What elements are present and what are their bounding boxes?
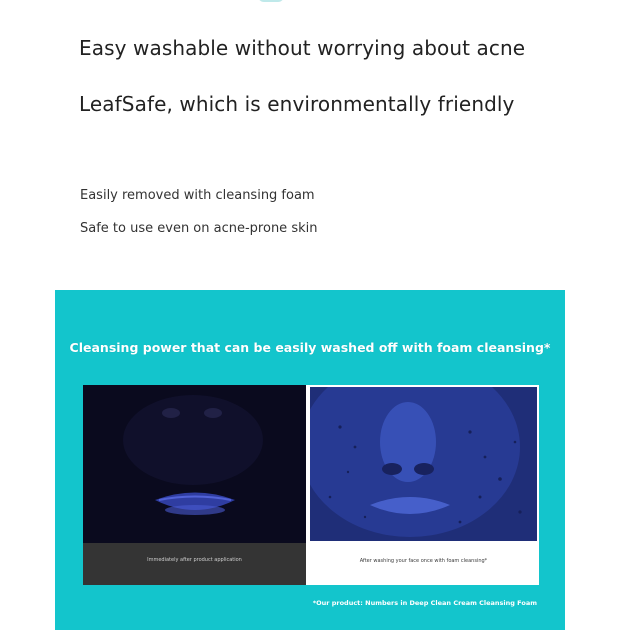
top-decorative-mark	[258, 0, 284, 2]
panel-title: Cleansing power that can be easily washed off with foam cleansing*	[69, 340, 551, 355]
comparison-photos	[83, 385, 539, 585]
headline-acne: Easy washable without worrying about acne	[79, 36, 526, 60]
feature-acne-safe: Safe to use even on acne-prone skin	[80, 221, 318, 236]
comparison-panel	[55, 290, 565, 630]
feature-cleansing-foam: Easily removed with cleansing foam	[80, 188, 315, 203]
after-photo-image	[310, 387, 537, 541]
headline-leafsafe: LeafSafe, which is environmentally friendly	[79, 92, 515, 116]
before-caption: Immediately after product application	[147, 557, 242, 563]
after-photo-card	[308, 385, 539, 585]
after-caption: After washing your face once with foam cleansing*	[359, 558, 488, 564]
before-photo-card	[83, 385, 306, 585]
before-photo-image	[83, 385, 306, 543]
product-footnote: *Our product: Numbers in Deep Clean Cream Cleansing Foam	[312, 599, 537, 607]
